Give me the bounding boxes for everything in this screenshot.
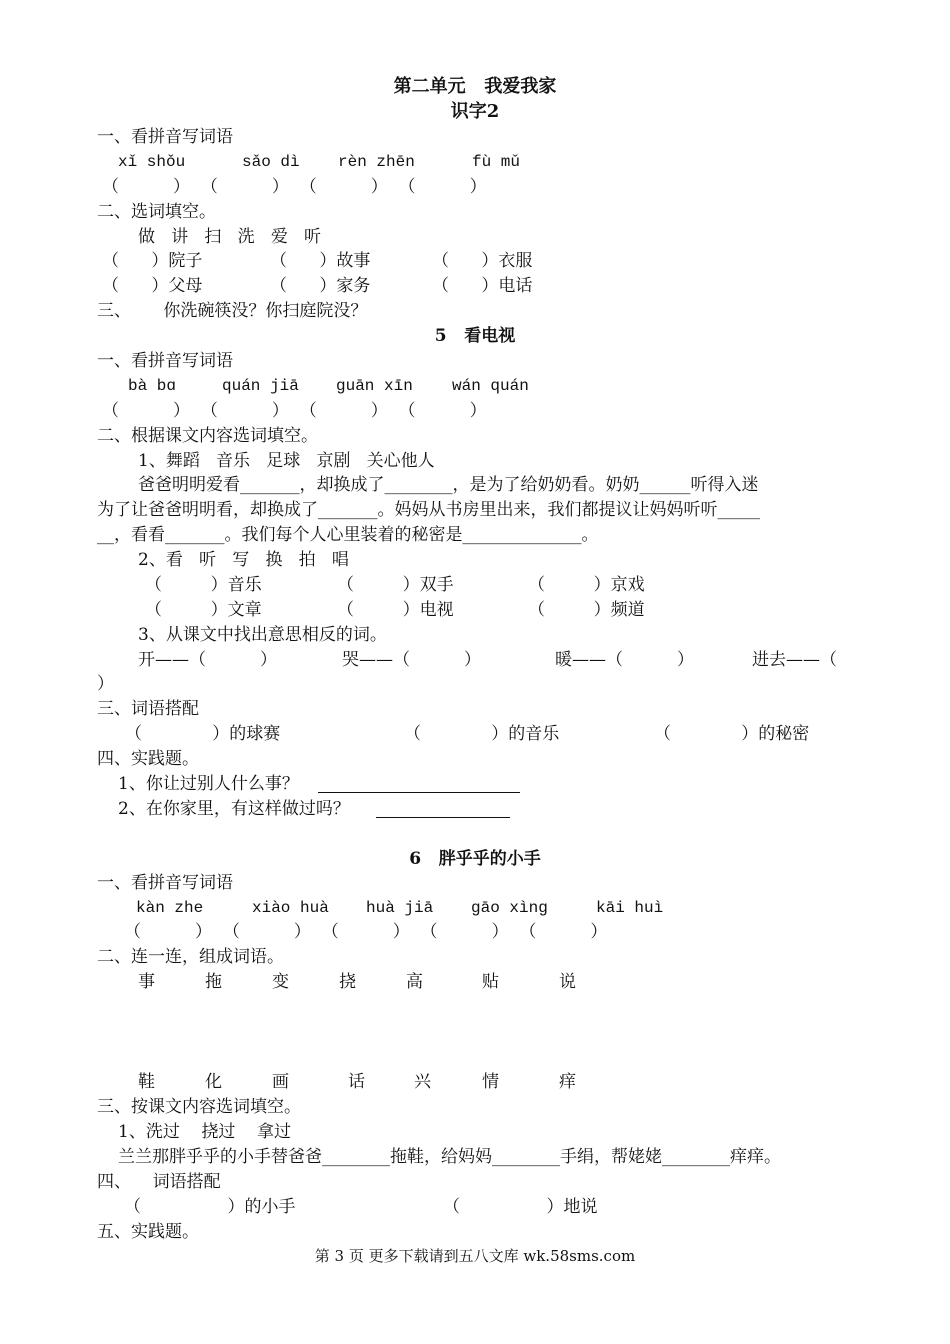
fill-item: （ ）故事 xyxy=(270,251,371,271)
pinyin: fù mǔ xyxy=(472,153,521,171)
match-top-word[interactable]: 变 xyxy=(272,972,289,992)
question-heading: 一、看拼音写词语 xyxy=(97,873,233,893)
antonym-item: 哭——（ ） xyxy=(342,650,482,670)
lesson-title: 5 看电视 xyxy=(434,326,516,346)
lesson-title: 识字2 xyxy=(450,101,500,122)
fill-item: （ ）京戏 xyxy=(528,575,645,595)
collocation-item: （ ）的秘密 xyxy=(654,724,810,744)
pinyin: guān xīn xyxy=(336,377,413,395)
collocation-item: （ ）的音乐 xyxy=(404,724,560,744)
match-top-word[interactable]: 拖 xyxy=(205,972,222,992)
question-heading: 三、词语搭配 xyxy=(97,699,199,719)
question-heading: 二、连一连，组成词语。 xyxy=(97,947,284,967)
fill-item: （ ）双手 xyxy=(337,575,454,595)
answer-blanks: （ ） （ ） （ ） （ ） xyxy=(102,177,487,197)
antonym-item: 开——（ ） xyxy=(138,650,278,670)
antonym-item: 进去——（ xyxy=(752,650,837,670)
fill-item: （ ）衣服 xyxy=(432,251,533,271)
pinyin: huà jiā xyxy=(366,899,434,917)
fill-item: （ ）院子 xyxy=(102,251,203,271)
match-bottom-word[interactable]: 情 xyxy=(482,1072,499,1092)
pinyin: sǎo dì xyxy=(242,153,300,171)
match-bottom-word[interactable]: 化 xyxy=(205,1072,222,1092)
word-options: 3、从课文中找出意思相反的词。 xyxy=(138,625,387,645)
question-heading: 三、按课文内容选词填空。 xyxy=(97,1097,301,1117)
question-heading: 一、看拼音写词语 xyxy=(97,351,233,371)
pinyin: bà bɑ xyxy=(128,377,177,395)
antonym-item: 暖——（ ） xyxy=(555,650,695,670)
pinyin: rèn zhēn xyxy=(338,153,415,171)
question-heading: 三、 你洗碗筷没？你扫庭院没？ xyxy=(97,301,368,321)
match-top-word[interactable]: 贴 xyxy=(482,972,499,992)
question-heading: 二、根据课文内容选词填空。 xyxy=(97,426,318,446)
practice-question: 1、你让过别人什么事？ xyxy=(118,774,299,794)
fill-item: （ ）家务 xyxy=(270,276,371,296)
fill-item: （ ）电话 xyxy=(432,276,533,296)
answer-line[interactable] xyxy=(376,799,510,818)
answer-blanks: （ ） （ ） （ ） （ ） （ ） xyxy=(124,922,608,942)
page-footer: 第 3 页 更多下载请到五八文库 wk.58sms.com xyxy=(314,1247,636,1265)
pinyin: kāi huì xyxy=(596,899,664,917)
paragraph-line: __，看看_______。我们每个人心里装着的秘密是______________。 xyxy=(97,525,599,545)
pinyin: quán jiā xyxy=(222,377,299,395)
lesson-title: 6 胖乎乎的小手 xyxy=(409,849,541,869)
match-bottom-word[interactable]: 痒 xyxy=(559,1072,576,1092)
match-top-word[interactable]: 说 xyxy=(559,972,576,992)
pinyin: wán quán xyxy=(452,377,529,395)
fill-item: （ ）文章 xyxy=(145,600,262,620)
paragraph-line: 为了让爸爸明明看，却换成了_______。妈妈从书房里出来，我们都提议让妈妈听听_____ xyxy=(97,500,760,520)
collocation-item: （ ）地说 xyxy=(443,1197,598,1217)
collocation-item: （ ）的小手 xyxy=(124,1197,296,1217)
match-bottom-word[interactable]: 鞋 xyxy=(138,1072,155,1092)
match-bottom-word[interactable]: 画 xyxy=(272,1072,289,1092)
word-options: 1、洗过 挠过 拿过 xyxy=(118,1122,292,1142)
pinyin: xiào huà xyxy=(252,899,329,917)
question-heading: 二、选词填空。 xyxy=(97,202,216,222)
match-top-word[interactable]: 事 xyxy=(138,972,155,992)
match-top-word[interactable]: 高 xyxy=(406,972,423,992)
question-heading: 一、看拼音写词语 xyxy=(97,127,233,147)
collocation-item: （ ）的球赛 xyxy=(125,724,281,744)
fill-item: （ ）电视 xyxy=(337,600,454,620)
antonym-tail: ） xyxy=(97,674,114,694)
fill-item: （ ）频道 xyxy=(528,600,645,620)
pinyin: gāo xìng xyxy=(471,899,548,917)
pinyin: kàn zhe xyxy=(136,899,204,917)
unit-title: 第二单元 我爱我家 xyxy=(393,76,557,97)
paragraph-line: 爸爸明明爱看_______，却换成了________，是为了给奶奶看。奶奶______听得入迷 xyxy=(138,475,759,495)
pinyin: xǐ shǒu xyxy=(118,153,186,171)
question-heading: 四、 词语搭配 xyxy=(97,1172,221,1192)
question-heading: 五、实践题。 xyxy=(97,1222,199,1242)
word-options: 1、舞蹈 音乐 足球 京剧 关心他人 xyxy=(138,451,435,471)
word-options: 2、看 听 写 换 拍 唱 xyxy=(138,550,349,570)
match-bottom-word[interactable]: 话 xyxy=(348,1072,365,1092)
paragraph-line: 兰兰那胖乎乎的小手替爸爸________拖鞋，给妈妈________手绢，帮姥姥________痒痒。 xyxy=(118,1147,781,1167)
match-bottom-word[interactable]: 兴 xyxy=(414,1072,431,1092)
practice-question: 2、在你家里，有这样做过吗？ xyxy=(118,799,350,819)
answer-blanks: （ ） （ ） （ ） （ ） xyxy=(102,401,487,421)
match-top-word[interactable]: 挠 xyxy=(339,972,356,992)
question-heading: 四、实践题。 xyxy=(97,749,199,769)
answer-line[interactable] xyxy=(318,774,520,793)
word-options: 做 讲 扫 洗 爱 听 xyxy=(138,227,322,247)
fill-item: （ ）父母 xyxy=(102,276,203,296)
fill-item: （ ）音乐 xyxy=(145,575,262,595)
